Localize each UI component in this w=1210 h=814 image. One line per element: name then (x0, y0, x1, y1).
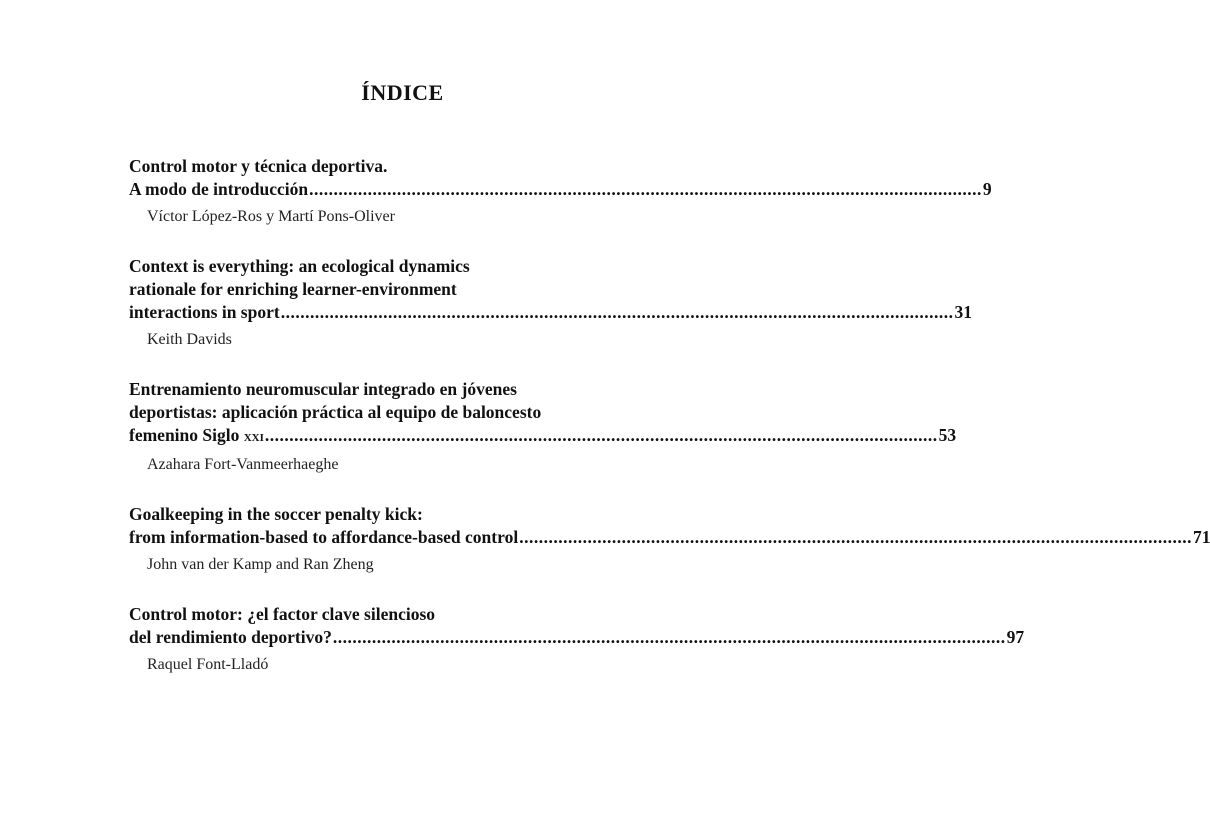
page-number: 53 (938, 425, 957, 445)
toc-title-line: from information-based to affordance-based control (129, 527, 519, 547)
toc-title-line: interactions in sport (129, 302, 280, 322)
toc-title-line: Goalkeeping in the soccer penalty kick: (129, 504, 423, 524)
toc-entry[interactable] (129, 503, 1210, 575)
toc-author: Raquel Font-Lladó (147, 656, 269, 673)
page-number: 97 (1006, 627, 1025, 647)
toc-title-last-line (129, 424, 957, 449)
dot-leader: .......................................................................................................................................... (264, 425, 938, 445)
toc-entry-title[interactable] (129, 155, 992, 201)
toc-author: Keith Davids (147, 331, 232, 348)
toc-entry-title[interactable] (129, 255, 972, 324)
toc-entry[interactable] (129, 378, 957, 475)
toc-title-last-line (129, 301, 972, 324)
toc-title-line: Control motor: ¿el factor clave silencioso (129, 604, 436, 624)
dot-leader: .......................................................................................................................................... (309, 179, 982, 199)
toc-title-line: Context is everything: an ecological dynamics (129, 256, 470, 276)
toc-title-line: deportistas: aplicación práctica al equipo de baloncesto (129, 402, 542, 422)
toc-title-last-line (129, 526, 1210, 549)
toc-entry-title[interactable] (129, 603, 1025, 649)
page-number: 9 (982, 179, 992, 199)
toc-entry[interactable] (129, 255, 972, 350)
dot-leader: .......................................................................................................................................... (280, 302, 954, 322)
toc-author: John van der Kamp and Ran Zheng (147, 556, 374, 573)
toc-title-smallcaps: xxi (243, 429, 264, 445)
toc-title-last-line (129, 178, 992, 201)
page-number: 71 (1192, 527, 1210, 547)
toc-entry[interactable] (129, 155, 992, 227)
toc-title-line: rationale for enriching learner-environment (129, 279, 457, 299)
page-title: ÍNDICE (361, 80, 444, 105)
toc-title-line: Entrenamiento neuromuscular integrado en jóvenes (129, 379, 517, 399)
toc-title-line: del rendimiento deportivo? (129, 627, 332, 647)
toc-author: Azahara Fort-Vanmeerhaeghe (147, 456, 339, 473)
page-number: 31 (954, 302, 972, 322)
toc-title-line: Control motor y técnica deportiva. (129, 156, 388, 176)
dot-leader: .......................................................................................................................................... (519, 527, 1192, 547)
toc-author: Víctor López-Ros y Martí Pons-Oliver (147, 208, 395, 225)
dot-leader: .......................................................................................................................................... (332, 627, 1006, 647)
toc-entry[interactable] (129, 603, 1025, 675)
table-of-contents (129, 155, 1210, 703)
toc-title-text: femenino Siglo (129, 425, 244, 445)
toc-title-line: A modo de introducción (129, 179, 309, 199)
toc-entry-title[interactable] (129, 503, 1210, 549)
toc-title-last-line (129, 626, 1025, 649)
toc-title-line (129, 424, 264, 449)
toc-entry-title[interactable] (129, 378, 957, 449)
